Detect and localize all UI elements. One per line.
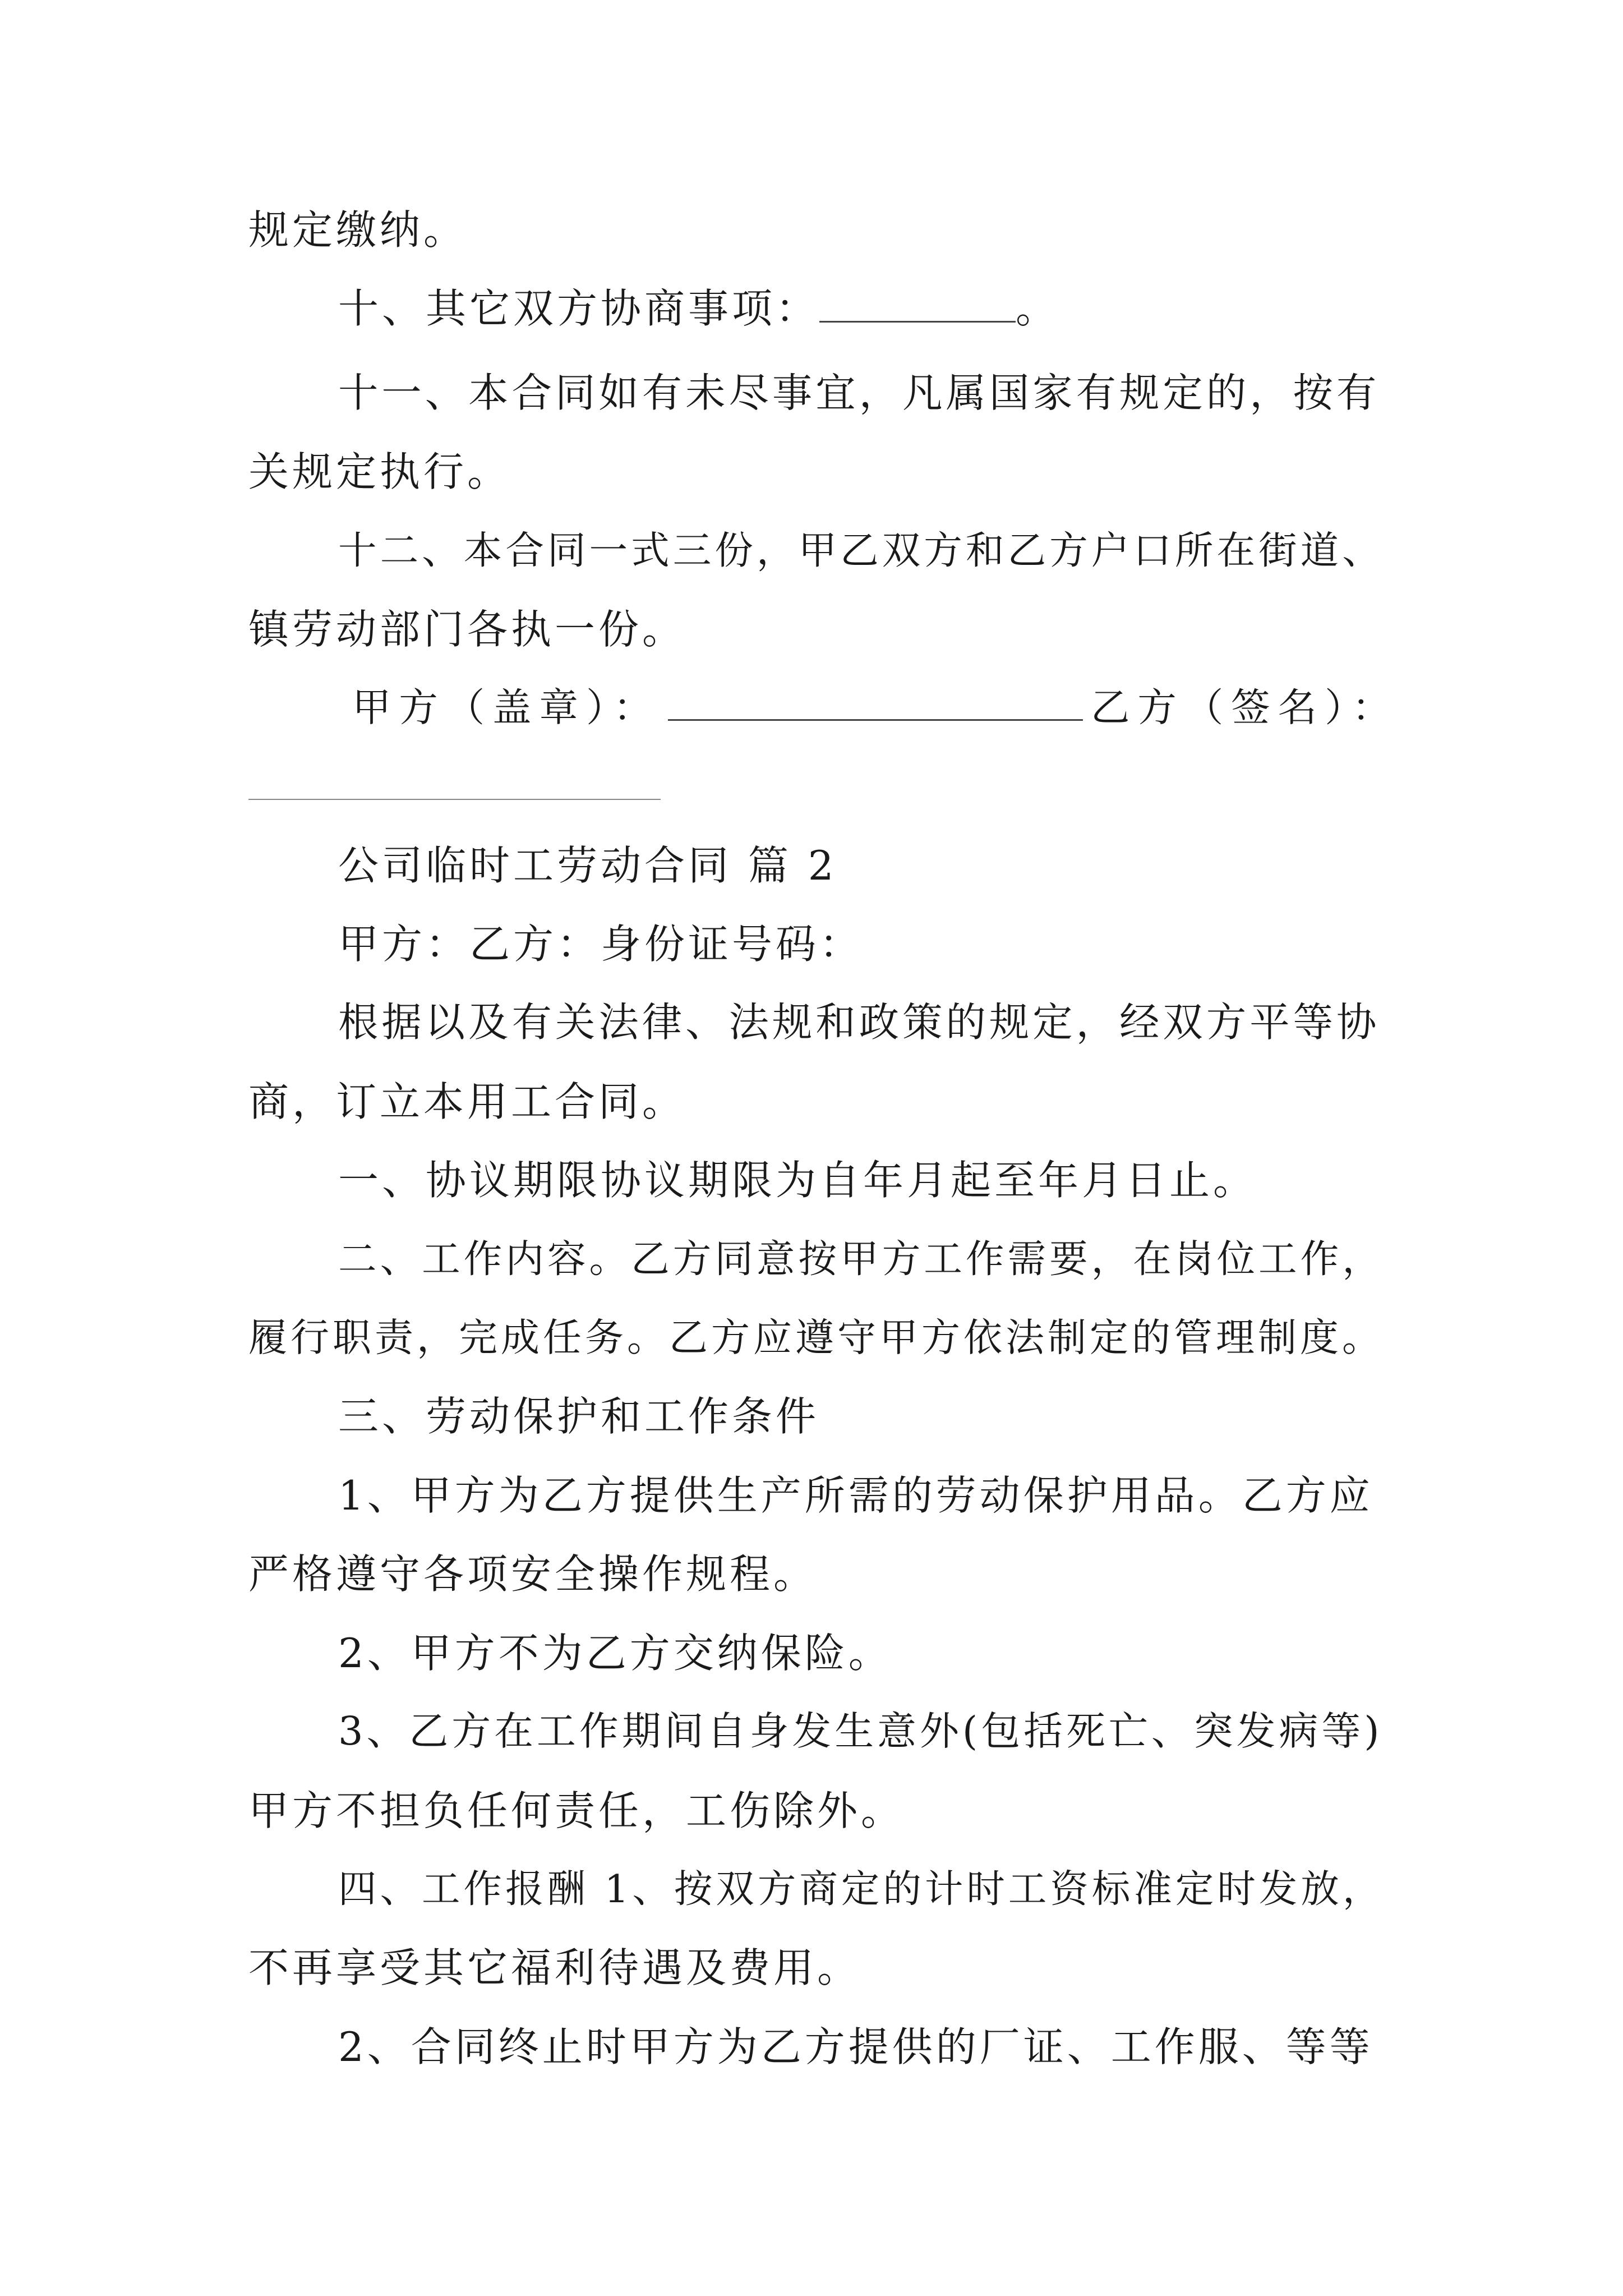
line-text: 商，订立本用工合同。	[248, 1078, 686, 1125]
paragraph-line	[248, 202, 467, 258]
paragraph-line	[248, 1546, 817, 1602]
paragraph-line	[248, 1940, 861, 1996]
line-text: 镇劳动部门各执一份。	[248, 606, 686, 653]
paragraph-line	[338, 523, 1384, 579]
paragraph-line	[338, 1704, 1383, 1760]
line-text: 三、劳动保护和工作条件	[338, 1393, 820, 1440]
party-b-signature-blank	[248, 799, 661, 800]
line-text: 四、工作报酬 1、按双方商定的计时工资标准定时发放，	[338, 1867, 1385, 1912]
line-text: 规定缴纳。	[248, 206, 468, 254]
paragraph-line	[338, 1625, 892, 1681]
line-text: 甲方：乙方：身份证号码：	[338, 921, 864, 968]
paragraph-line	[338, 1231, 1384, 1287]
paragraph-line	[338, 916, 863, 972]
paragraph-line	[338, 1861, 1384, 1917]
signature-line	[352, 680, 1399, 736]
party-a-label: 甲方（盖章）：	[352, 685, 661, 730]
paragraph-line	[338, 2019, 1373, 2075]
paragraph-line	[338, 280, 1059, 337]
line-text: 2、甲方不为乙方交纳保险。	[338, 1630, 892, 1677]
line-text: 甲方不担负任何责任，工伤除外。	[248, 1787, 905, 1834]
party-b-label: 乙方（签名）：	[1091, 685, 1399, 730]
paragraph-line	[338, 365, 1380, 421]
line-text: 关规定执行。	[248, 448, 511, 495]
paragraph-line	[248, 1783, 905, 1839]
party-a-signature-blank	[668, 684, 1083, 721]
line-text: 不再享受其它福利待遇及费用。	[248, 1944, 861, 1991]
heading-text: 公司临时工劳动合同 篇 2	[338, 842, 837, 889]
paragraph-line	[248, 1310, 1384, 1366]
line-text: 1、甲方为乙方提供生产所需的劳动保护用品。乙方应	[338, 1472, 1373, 1519]
line-text: 严格遵守各项安全操作规程。	[248, 1550, 818, 1598]
paragraph-line	[338, 1152, 1257, 1208]
paragraph-line	[248, 1074, 686, 1130]
line-suffix: 。	[1016, 285, 1060, 332]
paragraph-line	[338, 995, 1380, 1051]
paragraph-line	[248, 601, 686, 657]
paragraph-line	[338, 1467, 1373, 1524]
line-text: 十二、本合同一式三份，甲乙双方和乙方户口所在街道、	[338, 528, 1384, 573]
line-text: 3、乙方在工作期间自身发生意外(包括死亡、突发病等)	[338, 1709, 1383, 1754]
line-text: 十一、本合同如有未尽事宜，凡属国家有规定的，按有	[338, 370, 1380, 416]
line-text: 二、工作内容。乙方同意按甲方工作需要，在岗位工作，	[338, 1237, 1384, 1282]
line-text: 2、合同终止时甲方为乙方提供的厂证、工作服、等等	[338, 2023, 1373, 2070]
line-text: 一、协议期限协议期限为自年月起至年月日止。	[338, 1157, 1257, 1204]
line-text: 十、其它双方协商事项：	[338, 285, 820, 332]
paragraph-line	[338, 1388, 819, 1444]
line-text: 履行职责，完成任务。乙方应遵守甲方依法制定的管理制度。	[248, 1315, 1384, 1360]
section-heading	[338, 838, 837, 894]
paragraph-line	[248, 444, 511, 500]
fill-in-blank	[819, 286, 1016, 323]
line-text: 根据以及有关法律、法规和政策的规定，经双方平等协	[338, 999, 1380, 1046]
